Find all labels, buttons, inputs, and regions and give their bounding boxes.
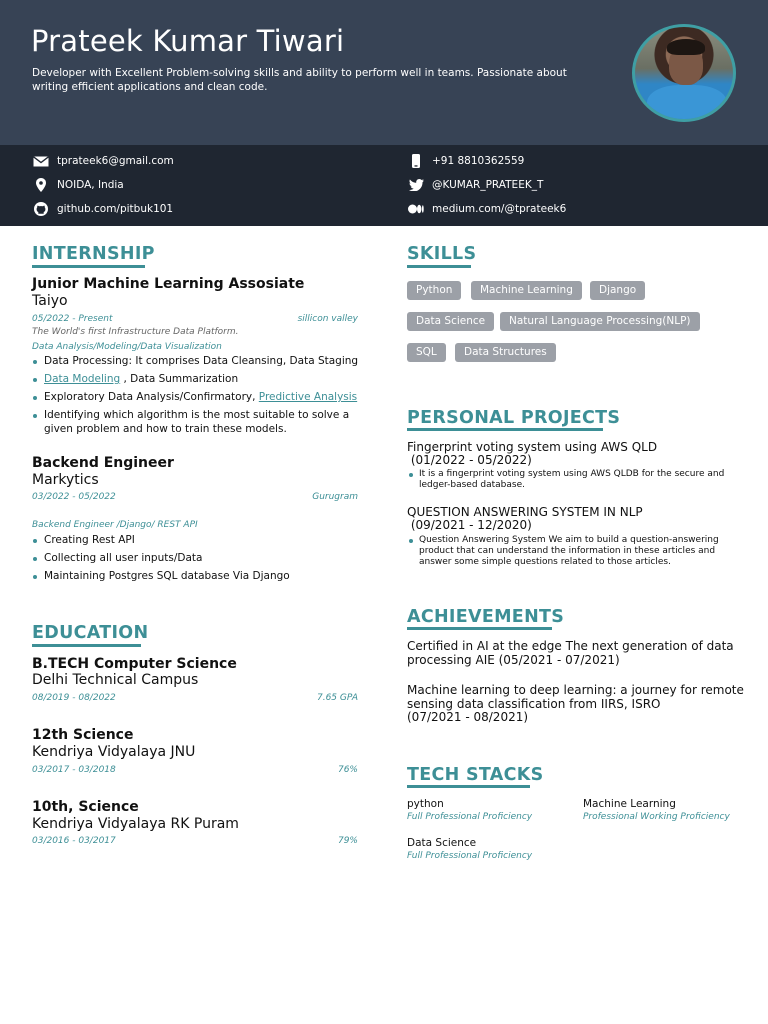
github-text: github.com/pitbuk101 bbox=[57, 203, 174, 215]
edu-school: Delhi Technical Campus bbox=[32, 672, 199, 688]
tech-stacks-heading: TECH STACKS bbox=[407, 765, 544, 785]
list-item: Collecting all user inputs/Data bbox=[33, 552, 359, 566]
edu-score: 79% bbox=[337, 836, 358, 846]
twitter-icon bbox=[408, 179, 424, 192]
edu-degree: 12th Science bbox=[32, 727, 134, 743]
job-role: Backend Engineer bbox=[32, 455, 174, 471]
list-item: Maintaining Postgres SQL database Via Django bbox=[33, 570, 359, 584]
skills-heading: SKILLS bbox=[407, 244, 477, 264]
tech-level: Professional Working Proficiency bbox=[583, 812, 730, 822]
skill-chip: Natural Language Processing(NLP) bbox=[500, 312, 700, 331]
contact-twitter[interactable] bbox=[408, 178, 543, 192]
job-dates: 03/2022 - 05/2022 bbox=[32, 492, 116, 502]
tech-level: Full Professional Proficiency bbox=[407, 851, 533, 861]
projects-heading: PERSONAL PROJECTS bbox=[407, 408, 621, 428]
project-bullets bbox=[408, 535, 738, 568]
phone-text: +91 8810362559 bbox=[432, 155, 525, 167]
skill-chip: Data Science bbox=[407, 312, 494, 331]
tech-level: Full Professional Proficiency bbox=[407, 812, 533, 822]
education-underline bbox=[32, 644, 141, 647]
profile-photo bbox=[632, 24, 736, 122]
edu-score: 7.65 GPA bbox=[316, 693, 358, 703]
projects-underline bbox=[407, 428, 603, 431]
tech-name: Machine Learning bbox=[583, 798, 676, 810]
internship-heading: INTERNSHIP bbox=[32, 244, 155, 264]
project-name: QUESTION ANSWERING SYSTEM IN NLP bbox=[407, 505, 643, 519]
list-item: It is a fingerprint voting system using AWS QLDB for the secure and ledger-based database. bbox=[408, 469, 738, 491]
skill-chip: Python bbox=[407, 281, 461, 300]
job-bullets bbox=[33, 534, 359, 584]
profile-summary: Developer with Excellent Problem-solving skills and ability to perform well in teams. Passionate about writing efficient applications and clean code. bbox=[32, 67, 567, 93]
candidate-name: Prateek Kumar Tiwari bbox=[31, 24, 345, 58]
project-bullets bbox=[408, 469, 738, 491]
edu-dates: 03/2017 - 03/2018 bbox=[32, 765, 116, 775]
medium-text: medium.com/@tprateek6 bbox=[432, 203, 567, 215]
data-modeling-link[interactable]: Data Modeling bbox=[44, 373, 121, 385]
job-tags: Data Analysis/Modeling/Data Visualization bbox=[32, 342, 222, 352]
project-dates: (09/2021 - 12/2020) bbox=[407, 518, 532, 532]
medium-icon bbox=[408, 203, 424, 216]
contact-email[interactable] bbox=[33, 154, 174, 168]
github-icon bbox=[33, 203, 49, 216]
job-role: Junior Machine Learning Assosiate bbox=[32, 276, 305, 292]
tech-name: python bbox=[407, 798, 444, 810]
list-item: Data Processing: It comprises Data Cleansing, Data Staging bbox=[33, 355, 359, 369]
skill-chip: SQL bbox=[407, 343, 446, 362]
contact-phone[interactable] bbox=[408, 154, 524, 168]
achievements-heading: ACHIEVEMENTS bbox=[407, 607, 565, 627]
predictive-analysis-link[interactable]: Predictive Analysis bbox=[258, 391, 358, 403]
job-location: sillicon valley bbox=[297, 314, 358, 324]
job-tags: Backend Engineer /Django/ REST API bbox=[32, 520, 198, 530]
education-heading: EDUCATION bbox=[32, 623, 149, 643]
job-dates: 05/2022 - Present bbox=[32, 314, 113, 324]
list-item: Exploratory Data Analysis/Confirmatory, Predictive Analysis bbox=[33, 391, 359, 405]
location-text: NOIDA, India bbox=[57, 179, 124, 191]
contact-location bbox=[33, 178, 124, 192]
list-item: Question Answering System We aim to build a question-answering product that can understand the information in these articles and answer some simple questions related to those articles. bbox=[408, 535, 738, 568]
achievement-item: Machine learning to deep learning: a journey for remote sensing data classification from IIRS, ISRO (07/2021 - 08/2021) bbox=[407, 683, 744, 724]
edu-dates: 03/2016 - 03/2017 bbox=[32, 836, 116, 846]
skill-chip: Django bbox=[590, 281, 645, 300]
mail-icon bbox=[33, 155, 49, 168]
job-location: Gurugram bbox=[312, 492, 358, 502]
edu-degree: 10th, Science bbox=[32, 799, 139, 815]
skill-chip: Data Structures bbox=[455, 343, 556, 362]
internship-underline bbox=[32, 265, 145, 268]
achievement-item: Certified in AI at the edge The next generation of data processing AIE (05/2021 - 07/2021) bbox=[407, 639, 734, 667]
project-name: Fingerprint voting system using AWS QLD bbox=[407, 440, 658, 454]
job-company-description: The World's first Infrastructure Data Platform. bbox=[32, 327, 239, 337]
project-dates: (01/2022 - 05/2022) bbox=[407, 453, 532, 467]
edu-dates: 08/2019 - 08/2022 bbox=[32, 693, 116, 703]
list-item: Identifying which algorithm is the most suitable to solve a given problem and how to train these models. bbox=[33, 409, 359, 436]
resume-header bbox=[0, 0, 768, 145]
job-bullets bbox=[33, 355, 359, 436]
list-item: Creating Rest API bbox=[33, 534, 359, 548]
contact-bar bbox=[0, 145, 768, 226]
phone-icon bbox=[408, 155, 424, 168]
twitter-text: @KUMAR_PRATEEK_T bbox=[432, 179, 544, 191]
list-item: Data Modeling , Data Summarization bbox=[33, 373, 359, 387]
edu-school: Kendriya Vidyalaya RK Puram bbox=[32, 816, 239, 832]
edu-school: Kendriya Vidyalaya JNU bbox=[32, 744, 196, 760]
tech-name: Data Science bbox=[407, 837, 477, 849]
email-text: tprateek6@gmail.com bbox=[57, 155, 174, 167]
edu-degree: B.TECH Computer Science bbox=[32, 656, 237, 672]
achievements-underline bbox=[407, 627, 552, 630]
job-company: Markytics bbox=[32, 472, 99, 488]
skills-underline bbox=[407, 265, 471, 268]
job-company: Taiyo bbox=[32, 293, 68, 309]
tech-stacks-underline bbox=[407, 785, 530, 788]
location-pin-icon bbox=[33, 179, 49, 192]
skill-chip: Machine Learning bbox=[471, 281, 582, 300]
edu-score: 76% bbox=[337, 765, 358, 775]
contact-medium[interactable] bbox=[408, 202, 566, 216]
contact-github[interactable] bbox=[33, 202, 173, 216]
